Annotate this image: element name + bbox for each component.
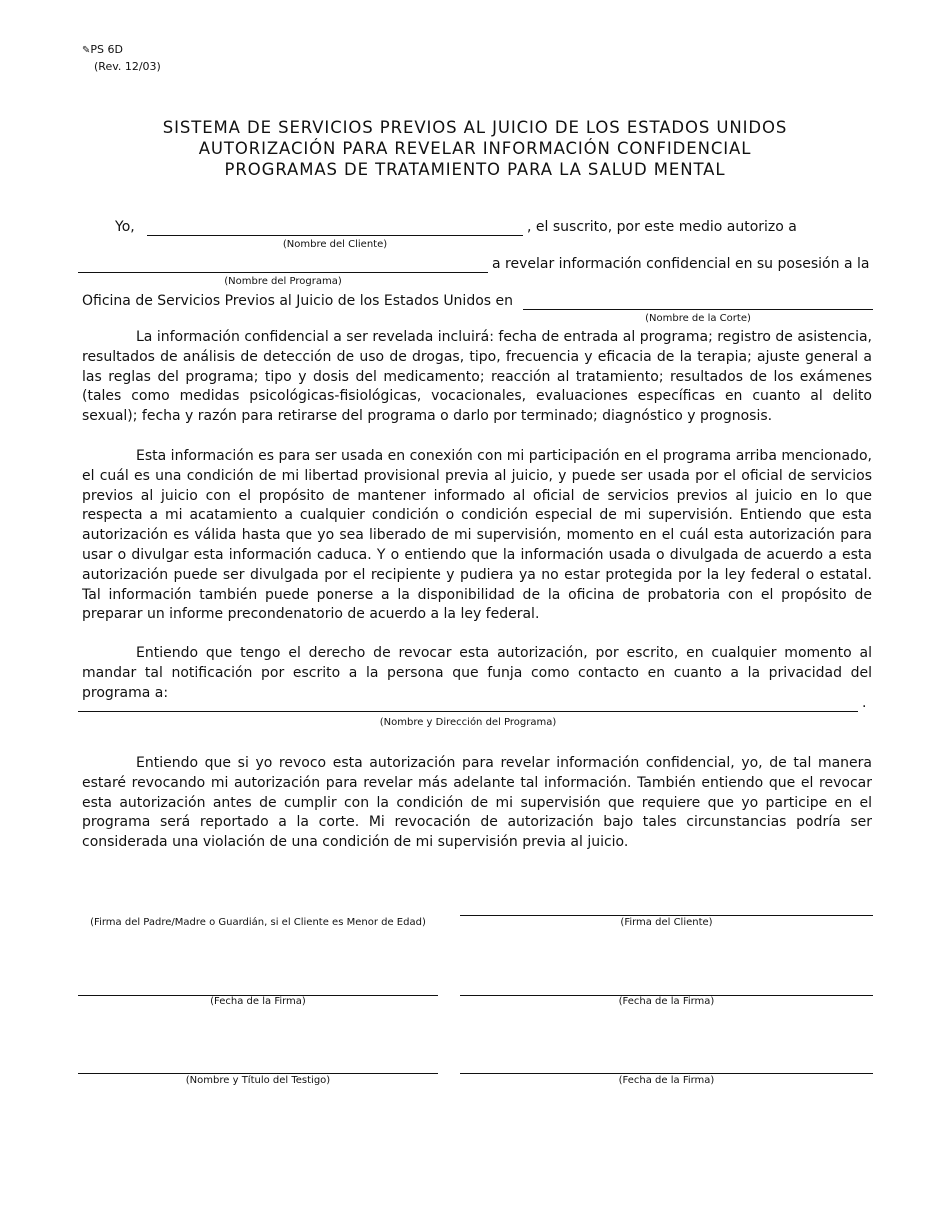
signature-date-right-caption: (Fecha de la Firma): [618, 996, 715, 1007]
witness-name-field[interactable]: [78, 1073, 438, 1074]
form-title: [0, 117, 950, 180]
pencil-icon: ✎: [82, 45, 91, 56]
paragraph-4-text: Entiendo que si yo revoco esta autorización para revelar información confidencial, yo, de tal manera estaré revocando mi autorización para revelar más adelante tal información. También entiendo que el revocar esta autorización antes de cumplir con la condición de mi supervisión que requiere que yo participe en el programa será reportado a la corte. Mi revocación de autorización bajo tales circunstancias podría ser considerada una violación de una condición de mi supervisión previa al juicio.: [82, 755, 872, 851]
paragraph-1-text: La información confidencial a ser revelada incluirá: fecha de entrada al programa; registro de asistencia, resultados de análisis de detección de uso de drogas, tipo, frecuencia y eficacia de la terapia; ajuste general a las reglas del programa; tipo y dosis del medicamento; reacción al tratamiento; resultados de los exámenes (tales como medidas psicológicas-fisiológicas, vocacionales, evaluaciones específicas en cuanto al delito sexual); fecha y razón para retirarse del programa o darlo por terminado; diagnóstico y prognosis.: [82, 329, 872, 425]
client-name-field[interactable]: [147, 235, 523, 236]
paragraph-information-use: [82, 447, 872, 625]
paragraph-3-text: Entiendo que tengo el derecho de revocar esta autorización, por escrito, en cualquier momento al mandar tal notificación por escrito a la persona que funja como contacto en cuanto a la privacidad del programa a:: [82, 645, 872, 701]
program-name-field[interactable]: [78, 272, 488, 273]
paragraph-2-text: Esta información es para ser usada en conexión con mi participación en el programa arriba mencionado, el cuál es una condición de mi libertad provisional previa al juicio, y puede ser usada por el oficial de servicios previos al juicio con el propósito de mantener informado al oficial de servicios previos al juicio en lo que respecta a mi acatamiento a cualquier condición o condición especial de mi supervisión. Entiendo que esta autorización es válida hasta que yo sea liberado de mi supervisión, momento en el cuál esta autorización para usar o divulgar esta información caduca. Y o entiendo que la información usada o divulgada de acuerdo a esta autorización puede ser divulgada por el recipiente y pudiera ya no estar protegida por la ley federal o estatal. Tal información también puede ponerse a la disponibilidad de la oficina de probatoria con el propósito de preparar un informe precondenatorio de acuerdo a la ley federal.: [82, 448, 872, 623]
paragraph-revocation-consequences: [82, 754, 872, 853]
title-line-1: SISTEMA DE SERVICIOS PREVIOS AL JUICIO DE LOS ESTADOS UNIDOS: [162, 118, 788, 137]
court-name-caption: (Nombre de la Corte): [645, 313, 751, 324]
program-name-caption: (Nombre del Programa): [224, 276, 342, 287]
signature-date-left-caption: (Fecha de la Firma): [210, 996, 306, 1007]
period: .: [862, 695, 867, 711]
client-signature-caption: (Firma del Cliente): [620, 917, 713, 928]
office-text: Oficina de Servicios Previos al Juicio de los Estados Unidos en: [82, 293, 514, 309]
paragraph-revocation-right: [82, 644, 872, 703]
reveal-text: a revelar información confidencial en su posesión a la: [492, 256, 870, 272]
witness-caption: (Nombre y Título del Testigo): [185, 1075, 331, 1086]
witness-date-field[interactable]: [460, 1073, 873, 1074]
title-line-3: PROGRAMAS DE TRATAMIENTO PARA LA SALUD MENTAL: [224, 160, 726, 179]
yo-label: Yo,: [115, 219, 135, 235]
program-address-caption: (Nombre y Dirección del Programa): [379, 717, 557, 728]
authorize-text: , el suscrito, por este medio autorizo a: [527, 219, 797, 235]
client-signature-field[interactable]: [460, 915, 873, 916]
witness-date-caption: (Fecha de la Firma): [618, 1075, 715, 1086]
client-name-caption: (Nombre del Cliente): [282, 239, 388, 250]
program-address-field[interactable]: [78, 711, 858, 712]
paragraph-information-included: [82, 328, 872, 427]
form-revision: (Rev. 12/03): [94, 60, 161, 73]
form-number-block: [82, 42, 161, 75]
form-number: PS 6D: [90, 43, 123, 56]
court-name-field[interactable]: [523, 309, 873, 310]
guardian-signature-caption: (Firma del Padre/Madre o Guardián, si el Cliente es Menor de Edad): [90, 917, 426, 928]
title-line-2: AUTORIZACIÓN PARA REVELAR INFORMACIÓN CONFIDENCIAL: [198, 139, 752, 158]
